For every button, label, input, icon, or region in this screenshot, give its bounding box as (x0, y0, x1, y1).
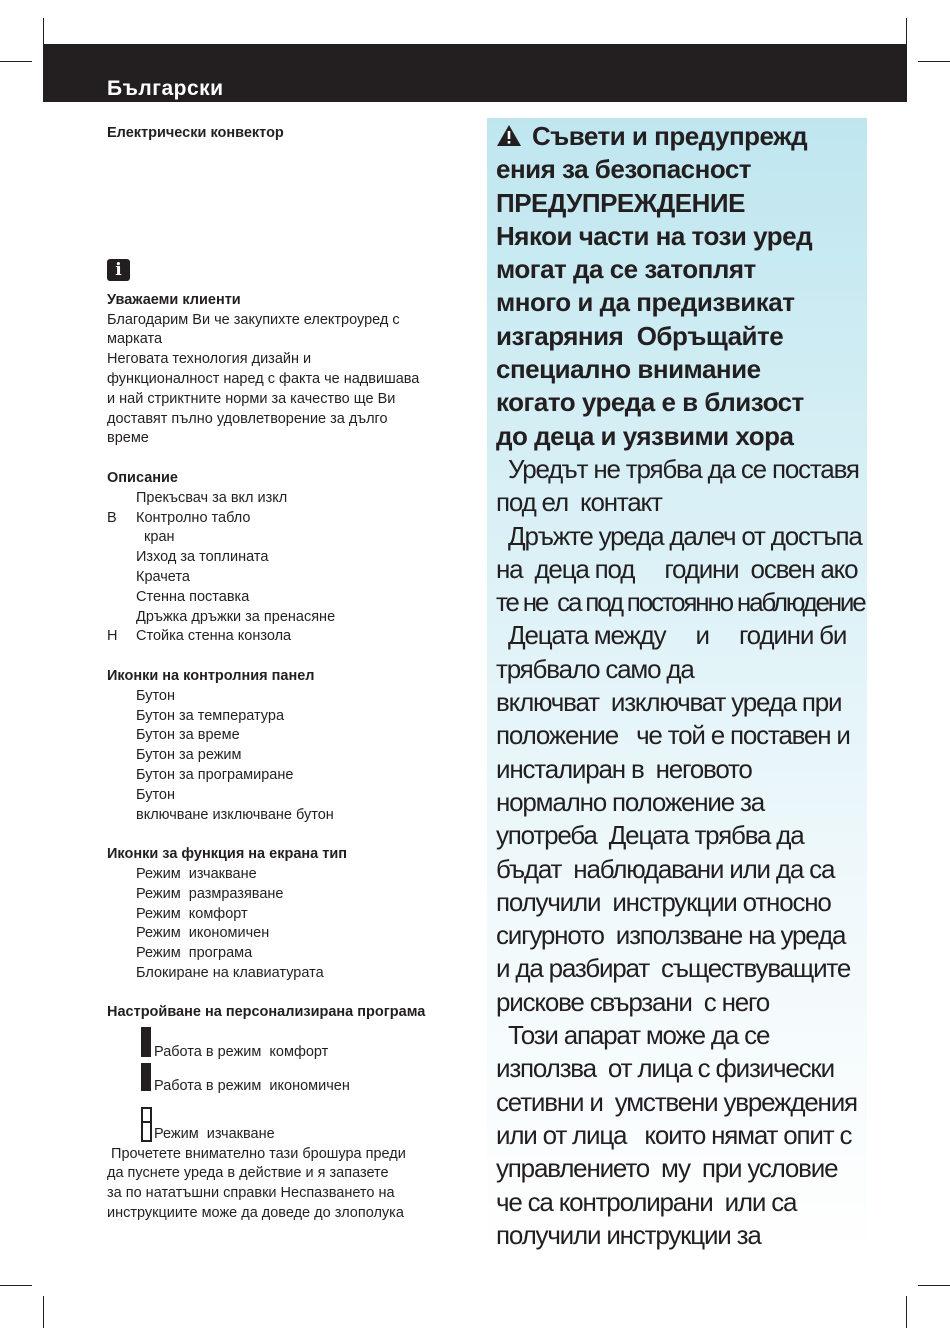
language-label: Български (107, 77, 224, 100)
text-line: сетивни и умствени увреждения (496, 1086, 857, 1117)
text-line: Този апарат може да се (496, 1020, 770, 1051)
greeting-title: Уважаеми клиенти (107, 291, 241, 308)
text-line: на деца под години освен ако (496, 553, 858, 584)
crop-mark (918, 61, 950, 62)
safety-warnings (496, 120, 866, 1252)
text-line: време (107, 430, 149, 447)
bold-line: Някои части на този уред (496, 220, 813, 251)
list-item: Режим размразяване (136, 885, 284, 902)
list-item: Режим икономичен (136, 925, 270, 942)
list-item: Прекъсвач за вкл изкл (136, 489, 288, 506)
text-line: положение че той е поставен и (496, 720, 850, 751)
list-item: Бутон (136, 786, 175, 803)
text-line: инсталиран в неговото (496, 753, 752, 784)
bold-line: когато уреда е в близост (496, 387, 804, 418)
list-item: Бутон (136, 687, 175, 704)
text-line: рискове свързани с него (496, 986, 770, 1017)
safety-heading: Съвети и предупрежд (496, 120, 866, 153)
info-icon: i (107, 259, 130, 281)
text-line: доставят пълно удовлетворение за дълго (107, 410, 388, 427)
list-item: Изход за топлината (136, 549, 269, 566)
screen-icons-list (107, 865, 479, 984)
text-line: Прочетете внимателно тази брошура преди (107, 1145, 406, 1162)
control-icons-title: Иконки на контролния панел (107, 667, 315, 684)
text-line: те не са под постоянно наблюдение (496, 587, 865, 618)
text-line: Благодарим Ви че закупихте електроуред с (107, 311, 400, 328)
list-item: кран (136, 529, 175, 546)
economy-bar-icon (141, 1063, 151, 1091)
bold-line: до деца и уязвими хора (496, 420, 794, 451)
list-item: Блокиране на клавиатурата (136, 964, 324, 981)
control-icons-list (107, 687, 479, 826)
crop-mark (0, 1285, 32, 1286)
text-line: Уредът не трябва да се поставя (496, 453, 859, 484)
language-header-bar (43, 44, 907, 102)
list-item: Н Стойка стенна конзола (107, 628, 292, 645)
list-item: включване изключване бутон (136, 806, 334, 823)
bold-line: изгаряния Обръщайте (496, 320, 784, 351)
list-item: Режим програма (136, 945, 253, 962)
text-line: включват изключват уреда при (496, 687, 842, 718)
text-line: или от лица които нямат опит с (496, 1119, 852, 1150)
list-item: Режим изчакване (136, 865, 257, 882)
left-column (107, 124, 479, 1224)
bold-line: могат да се затоплят (496, 254, 756, 285)
text-line: управлението му при условие (496, 1153, 838, 1184)
bold-line: ПРЕДУПРЕЖДЕНИЕ (496, 187, 745, 218)
text-line: Дръжте уреда далеч от достъпа (496, 520, 862, 551)
closing-text (107, 1145, 479, 1224)
text-line: функционалност наред с факта че надвишава (107, 370, 420, 387)
text-line: марката (107, 331, 163, 348)
crop-mark (918, 1285, 950, 1286)
program-list (107, 1023, 479, 1144)
list-item: Работа в режим икономичен (107, 1077, 479, 1097)
bold-line: много и да предизвикат (496, 287, 795, 318)
list-item: Режим комфорт (136, 905, 248, 922)
list-item: Бутон за време (136, 727, 240, 744)
description-list (107, 489, 479, 647)
list-item: В Контролно табло (107, 509, 251, 526)
list-item: Режим изчакване (107, 1125, 479, 1145)
text-line: трябвало само да (496, 653, 694, 684)
text-line: да пуснете уреда в действие и я запазете (107, 1165, 389, 1182)
text-line: и най стриктните норми за качество ще Ви (107, 390, 396, 407)
text-line: Децата между и години би (496, 620, 847, 651)
text-line: употреба Децата трябва да (496, 820, 804, 851)
comfort-bar-icon (141, 1041, 151, 1057)
crop-mark (0, 61, 32, 62)
warning-triangle-icon (496, 124, 522, 147)
text-line: че са контролирани или са (496, 1186, 797, 1217)
text-line: получили инструкции за (496, 1219, 761, 1250)
list-item: Работа в режим комфорт (107, 1043, 479, 1063)
list-item: Стенна поставка (136, 588, 250, 605)
standby-bar-icon (141, 1121, 152, 1142)
program-title: Настройване на персонализирана програма (107, 1004, 426, 1021)
text-line: бъдат наблюдавани или да са (496, 853, 835, 884)
crop-mark (906, 1296, 907, 1328)
description-title: Описание (107, 469, 178, 486)
list-item: Бутон за режим (136, 747, 242, 764)
text-line: инструкциите може да доведе до злополука (107, 1205, 404, 1222)
product-title: Електрически конвектор (107, 125, 284, 141)
text-line: и да разбират съществуващите (496, 953, 851, 984)
text-line: получили инструкции относно (496, 886, 831, 917)
text-line: нормално положение за (496, 786, 765, 817)
bold-line: ения за безопасност (496, 154, 752, 185)
list-item: Крачета (136, 568, 190, 585)
list-item: Дръжка дръжки за пренасяне (136, 608, 336, 625)
text-line: сигурното използване на уреда (496, 920, 846, 951)
list-item: Бутон за програмиране (136, 766, 294, 783)
text-line: Неговата технология дизайн и (107, 351, 312, 368)
list-item: Бутон за температура (136, 707, 285, 724)
crop-mark (43, 1296, 44, 1328)
screen-icons-title: Иконки за функция на екрана тип (107, 846, 348, 863)
program-bar-row (107, 1023, 479, 1043)
bold-line: специално внимание (496, 354, 761, 385)
text-line: използва от лица с физически (496, 1053, 834, 1084)
text-line: за по нататъшни справки Неспазването на (107, 1185, 395, 1202)
greeting-text (107, 311, 479, 450)
text-line: под ел контакт (496, 487, 662, 518)
